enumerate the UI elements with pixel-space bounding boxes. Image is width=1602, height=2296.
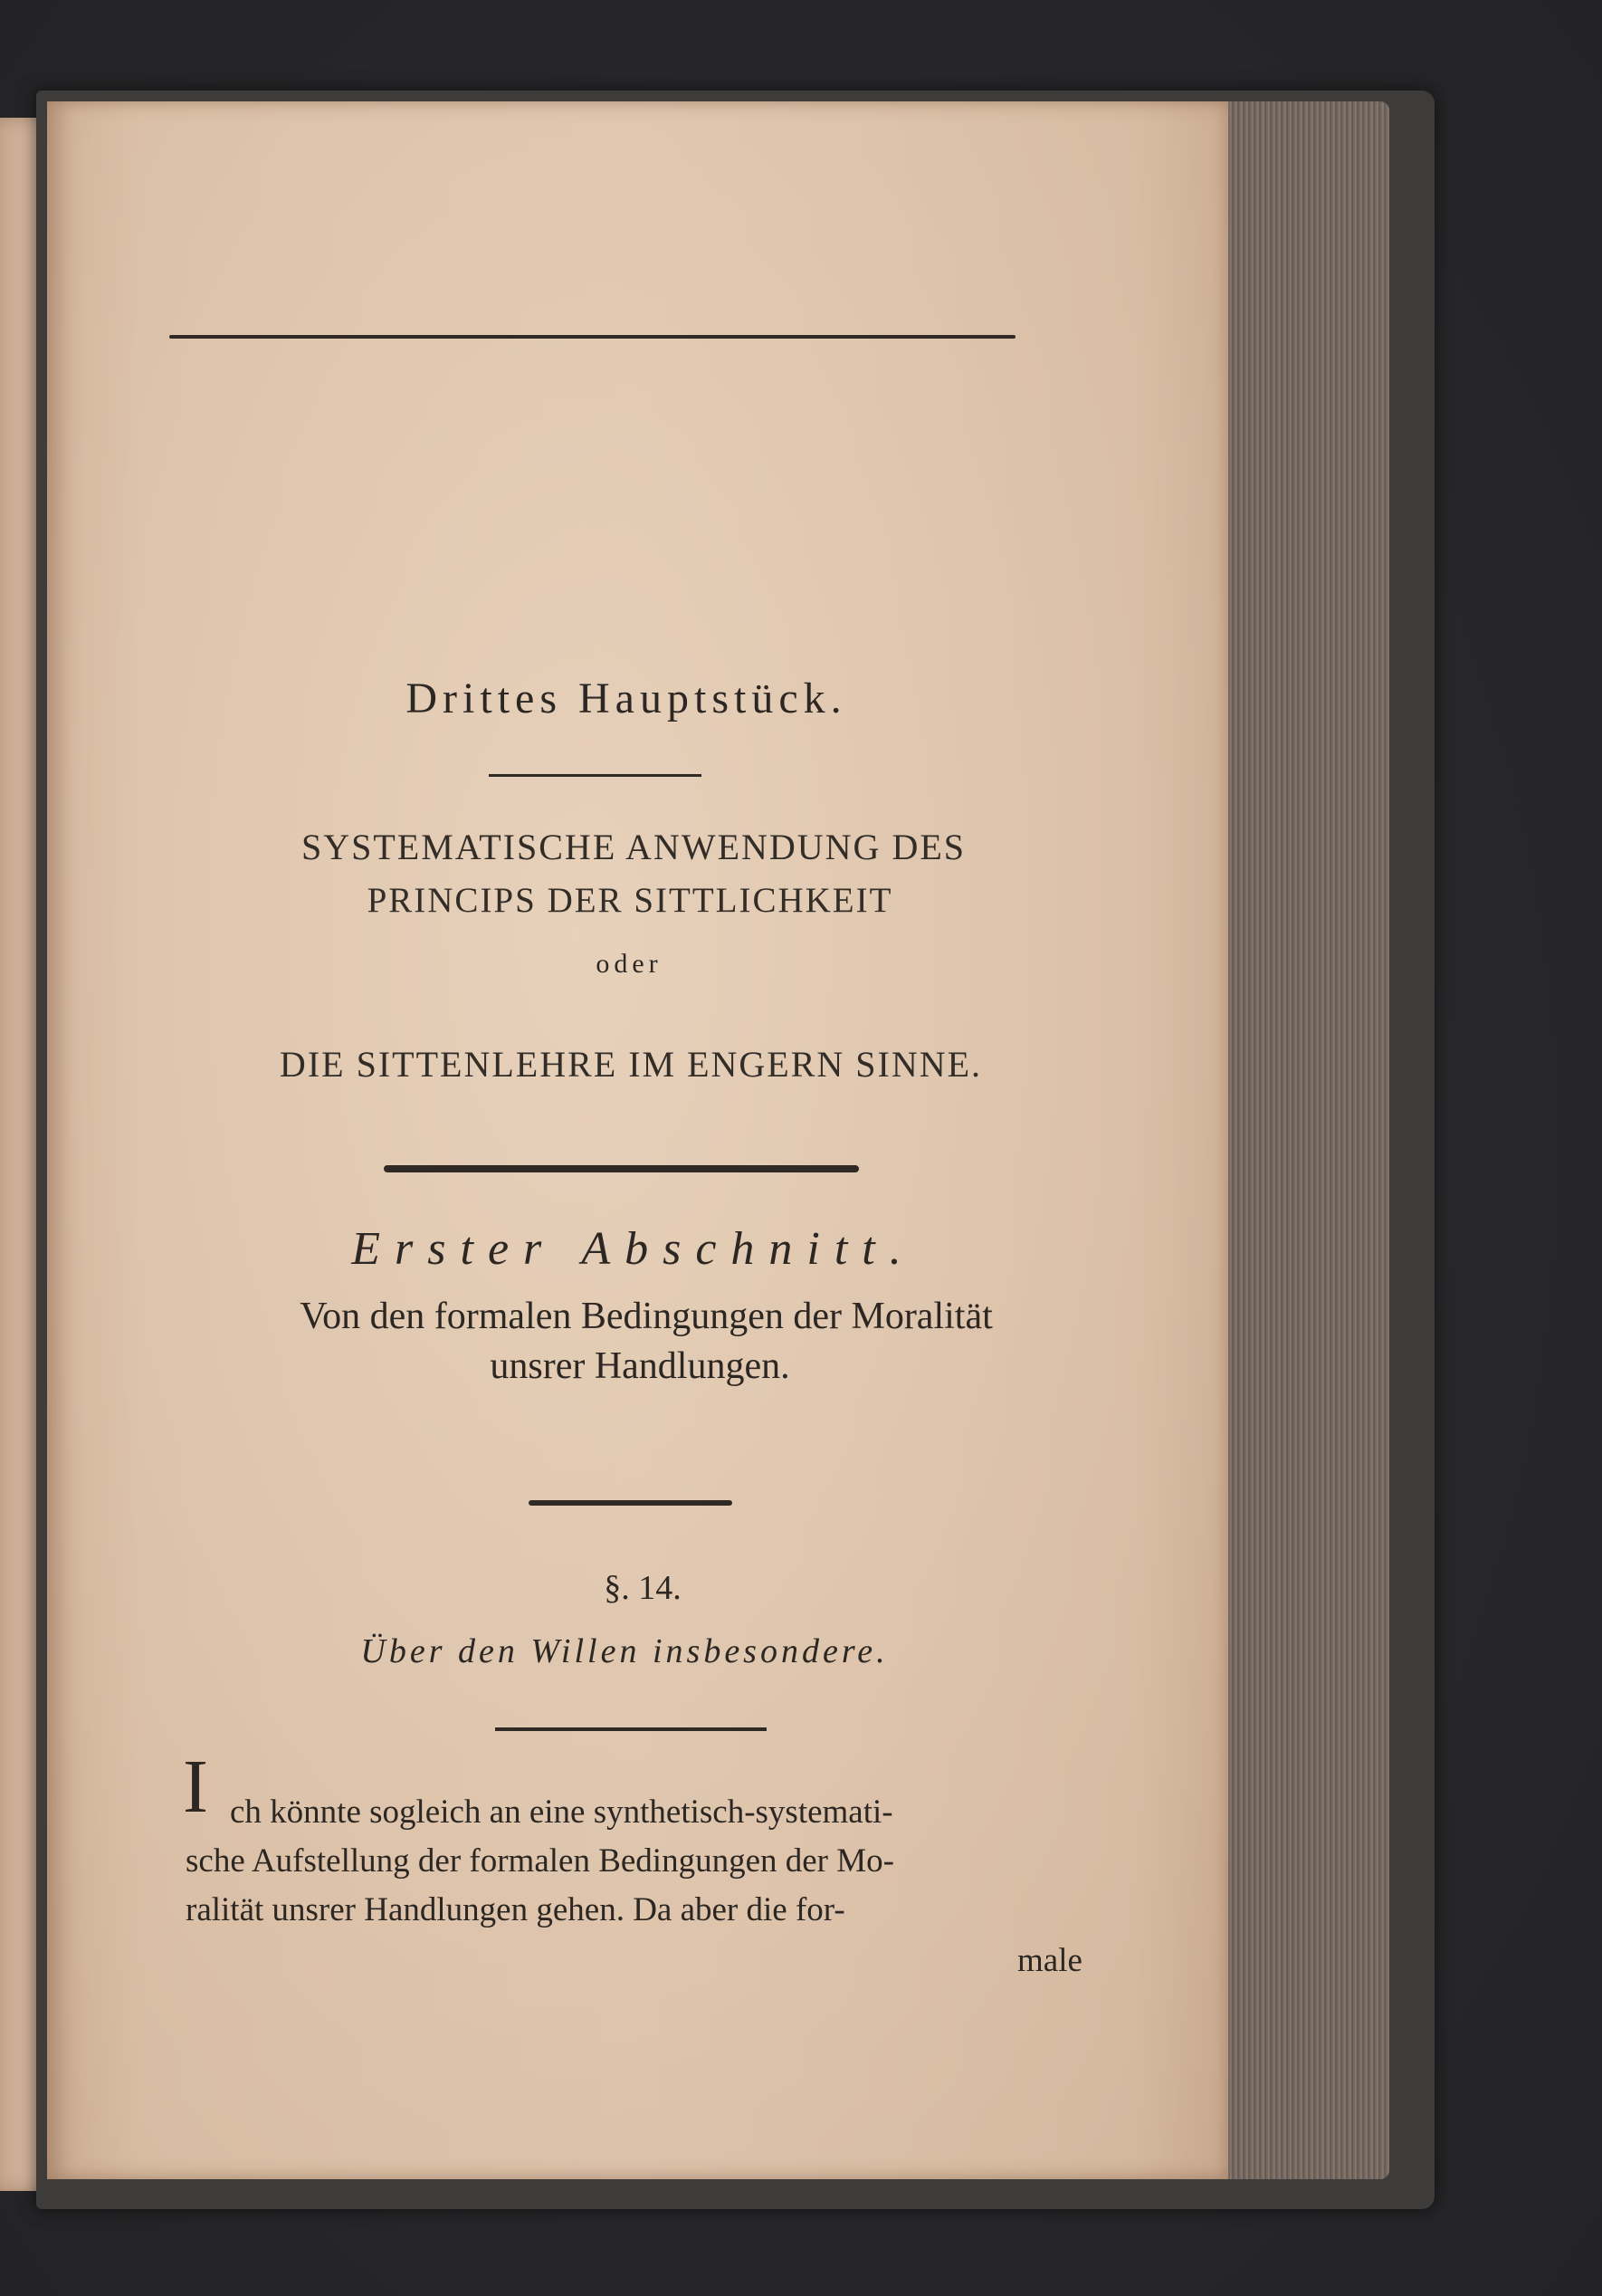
paragraph-rule (495, 1727, 767, 1731)
chapter-rule (489, 774, 701, 777)
section-heading: Erster Abschnitt. (351, 1223, 916, 1275)
title-rule (384, 1165, 859, 1172)
title-conjunction: oder (596, 949, 663, 979)
body-line-1: ch könnte sogleich an eine synthetisch-systemati- (230, 1794, 893, 1831)
body-initial: I (183, 1745, 208, 1829)
body-line-2: sche Aufstellung der formalen Bedingungen der Mo- (186, 1842, 894, 1880)
paragraph-title: Über den Willen insbesondere. (360, 1632, 889, 1670)
title-line-2: PRINCIPS DER SITTLICHKEIT (367, 881, 893, 920)
section-title-line-1: Von den formalen Bedingungen der Moralität (300, 1296, 993, 1337)
top-rule (169, 335, 1016, 339)
body-line-3: ralität unsrer Handlungen gehen. Da aber die for- (186, 1891, 845, 1928)
title-line-1: SYSTEMATISCHE ANWENDUNG DES (300, 827, 967, 867)
title-line-3: DIE SITTENLEHRE IM ENGERN SINNE. (279, 1044, 983, 1085)
section-title-line-2: unsrer Handlungen. (490, 1345, 790, 1387)
chapter-heading: Drittes Hauptstück. (405, 674, 847, 722)
paragraph-number: §. 14. (604, 1569, 682, 1607)
section-rule (529, 1500, 732, 1506)
book-page (47, 101, 1228, 2179)
page-block-edges (1213, 101, 1389, 2179)
catchword: male (1017, 1942, 1082, 1979)
